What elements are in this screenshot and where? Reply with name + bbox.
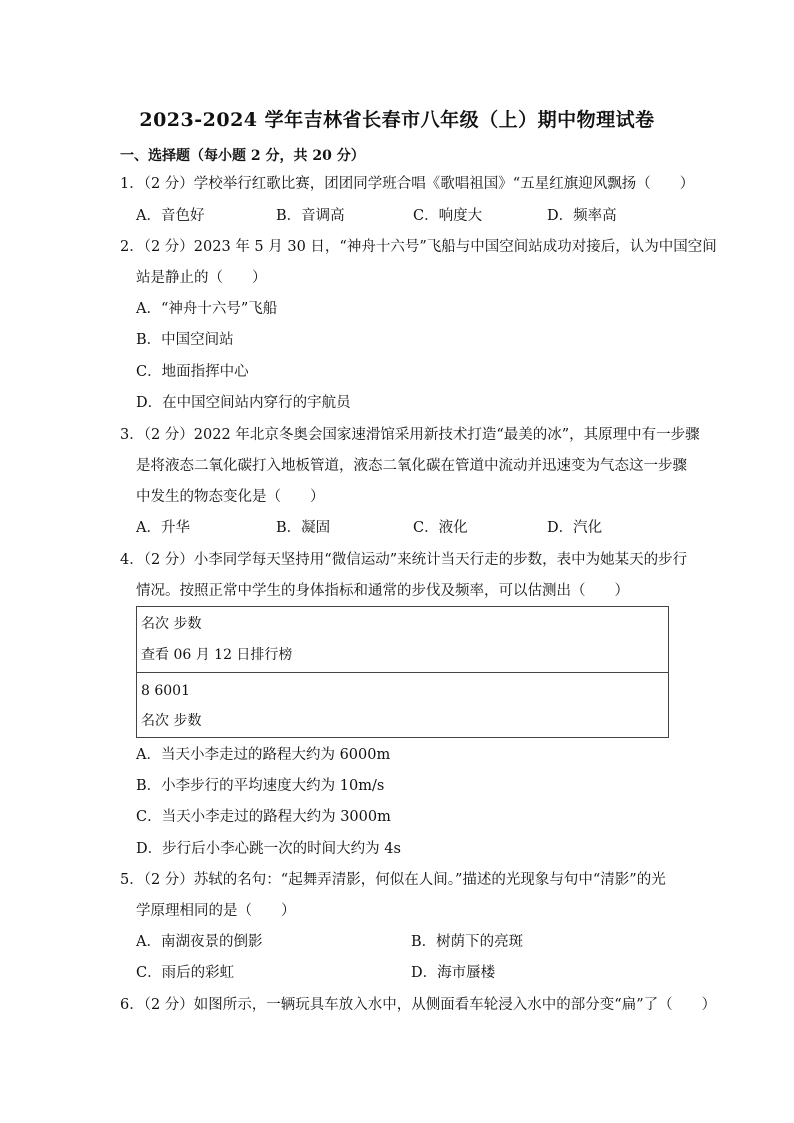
question-2-stem-line-2: 站是静止的（ ） xyxy=(136,270,267,286)
table-cell: 名次 步数 xyxy=(141,713,202,729)
question-1-option-c: C．响度大 xyxy=(413,208,483,224)
question-3-option-d: D．汽化 xyxy=(547,520,603,536)
question-5-option-c: C．雨后的彩虹 xyxy=(136,965,235,981)
page-title: 2023-2024 学年吉林省长春市八年级（上）期中物理试卷 xyxy=(139,109,655,131)
question-2-option-b: B．中国空间站 xyxy=(136,332,234,348)
question-1-option-d: D．频率高 xyxy=(547,208,617,224)
question-3-stem-line-2: 是将液态二氧化碳打入地板管道，液态二氧化碳在管道中流动并迅速变为气态这一步骤 xyxy=(136,458,687,474)
question-1-option-a: A．音色好 xyxy=(136,208,205,224)
table-cell: 8 6001 xyxy=(141,683,190,699)
table-cell: 名次 步数 xyxy=(141,616,202,632)
question-4-stem-line-1: 4．（2 分）小李同学每天坚持用“微信运动”来统计当天行走的步数，表中为她某天的步行 xyxy=(120,552,688,568)
question-2-option-a: A．“神舟十六号”飞船 xyxy=(136,301,278,317)
question-3-stem-line-1: 3．（2 分）2022 年北京冬奥会国家速滑馆采用新技术打造“最美的冰”，其原理中有一步骤 xyxy=(120,427,700,443)
question-4-option-b: B．小李步行的平均速度大约为 10m/s xyxy=(136,778,385,794)
question-5-option-d: D．海市蜃楼 xyxy=(411,965,496,981)
question-4-option-c: C．当天小李走过的路程大约为 3000m xyxy=(136,809,391,825)
question-6-stem: 6．（2 分）如图所示，一辆玩具车放入水中，从侧面看车轮浸入水中的部分变“扁”了（ ） xyxy=(120,997,717,1013)
question-5-option-a: A．南湖夜景的倒影 xyxy=(136,934,263,950)
section-heading: 一、选择题（每小题 2 分，共 20 分） xyxy=(120,148,365,164)
step-count-table xyxy=(136,606,669,738)
question-1-option-b: B．音调高 xyxy=(276,208,345,224)
question-2-option-c: C．地面指挥中心 xyxy=(136,364,249,380)
question-4-option-a: A．当天小李走过的路程大约为 6000m xyxy=(136,747,391,763)
question-5-stem-line-2: 学原理相同的是（ ） xyxy=(136,903,296,919)
question-3-stem-line-3: 中发生的物态变化是（ ） xyxy=(136,489,325,505)
table-cell: 查看 06 月 12 日排行榜 xyxy=(141,647,293,663)
question-4-option-d: D．步行后小李心跳一次的时间大约为 4s xyxy=(136,841,401,857)
question-5-stem-line-1: 5．（2 分）苏轼的名句：“起舞弄清影，何似在人间。”描述的光现象与句中“清影”的光 xyxy=(120,872,666,888)
question-4-stem-line-2: 情况。按照正常中学生的身体指标和通常的步伐及频率，可以估测出（ ） xyxy=(136,583,629,599)
question-2-option-d: D．在中国空间站内穿行的宇航员 xyxy=(136,395,351,411)
question-2-stem-line-1: 2．（2 分）2023 年 5 月 30 日，“神舟十六号”飞船与中国空间站成功对接后，认为中国空间 xyxy=(120,239,717,255)
question-1-stem: 1．（2 分）学校举行红歌比赛，团团同学班合唱《歌唱祖国》“五星红旗迎风飘扬（ ） xyxy=(120,176,695,192)
question-3-option-c: C．液化 xyxy=(413,520,468,536)
question-3-option-a: A．升华 xyxy=(136,520,190,536)
question-3-option-b: B．凝固 xyxy=(276,520,331,536)
question-5-option-b: B．树荫下的亮斑 xyxy=(411,934,524,950)
table-divider xyxy=(137,672,668,673)
